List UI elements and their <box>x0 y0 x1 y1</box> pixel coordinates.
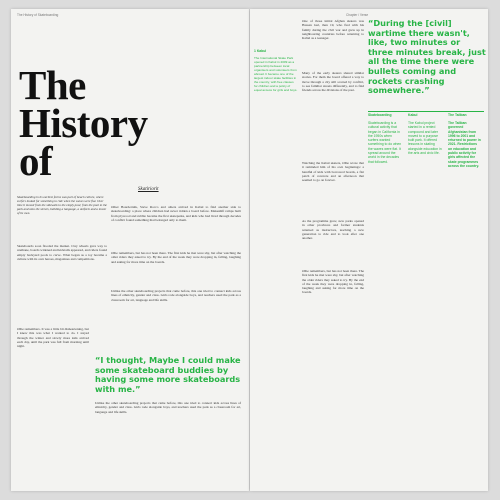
column-heading-2: Kabul <box>408 113 418 117</box>
running-header-left: The History of Skateboarding <box>17 13 59 17</box>
pull-quote: “I thought, Maybe I could make some skateboard buddies by having some more skateboards with me.” <box>95 355 241 394</box>
body-paragraph-main-2: Ollie remembers, but has not been there. The first kids he met were shy, but after watching the older riders they asked to try. By the end of the week they were dropping in, falling, laughing and asking for more time on the boards. <box>111 251 241 264</box>
sidebar-note <box>254 49 298 92</box>
pull-quote-right: “During the [civil] wartime there wasn't, like, two minutes or three minutes break, just all the time there were bullets coming and rockets crashing somewhere.” <box>368 18 486 96</box>
right-body-paragraph-1: One of those initial Afghan skaters was Hassan Gul, then 19, who fled with his family during the civil war and grew up in neighbouring countries before returning to Kabul as a teenager. <box>302 19 364 41</box>
right-body-paragraph-3: Watching the Kabul skaters, Ollie wrote that it reminded him of his own beginnings: a handful of kids with borrowed boards, a flat patch of concrete and an afternoon that seemed to go on forever. <box>302 161 364 183</box>
column-heading-3: The Taliban <box>448 113 467 117</box>
body-paragraph-main-1: Other Boardertalk, Steve Rocco and others arrived in Kabul to find another side to skateboarding: a place where children had never ridden a board before. Makeshift ramps built from plywood and rubble became the first skateparks, and kids who had lived through decades of conflict found something that belonged only to them. <box>111 205 241 222</box>
column-rule <box>368 111 484 112</box>
intro-paragraph: Skateboarding in its earliest forms was part of beach culture, where surfers looked for something to ride when the waves were flat. Over time it moved from the sidewalk to the empty pool, from the pool to the park and onto the streets, building a language, a uniform and a music of its own. <box>17 195 107 216</box>
info-column-1: Skateboarding is a cultural activity that began in California in the 1950s when surfers wanted something to do when the waves were flat. It spread around the world in the decades that followed. <box>368 121 402 164</box>
sidebar-text: The International Skate Park opened in Kabul in 2009 as a partnership between local organisers and volunteers from abroad. It became one of the largest indoor skate facilities in the country, with free classes for children and a policy of equal access for girls and boys. <box>254 56 298 92</box>
article-title: The History of <box>19 62 148 184</box>
right-body-paragraph-4: As the programme grew, new parks opened in other provinces and former students returned as instructors, teaching a new generation to ride and to look after one another. <box>302 219 364 241</box>
sidebar-heading: 1 Kabul <box>254 49 267 53</box>
author-byline: Skatiriorit <box>138 187 159 192</box>
column-heading-1: Skateboarding <box>368 113 392 117</box>
body-paragraph-left: Skateboards soon flooded the market. Clay wheels gave way to urethane, boards widened and kicktails appeared, and riders found empty backyard pools to carve. What began as a toy became a culture with its own heroes, magazines and competitions. <box>17 244 107 261</box>
right-page <box>250 9 488 491</box>
left-page <box>11 9 249 491</box>
body-paragraph-bottom-right: Unlike the other skateboarding projects that came before, this one tried to connect kids across lines of ethnicity, gender and class. Girls rode alongside boys, and teachers used the park as a classroom for art, language and life skills. <box>95 401 241 414</box>
running-header-right: Chapter / Verse <box>346 13 369 17</box>
info-column-3: The Taliban governed Afghanistan from 1996 to 2001 and returned to power in 2021. Restrictions on education and public activity for girls affected the skate programmes across the country. <box>448 121 481 168</box>
body-paragraph-bottom: Ollie remembers. It was a little bit disheartening, but I knew this was what I wanted to do. I stayed through the winter and slowly more kids arrived each day, until the park was full from morning until night. <box>17 327 89 349</box>
info-column-2: The Kabul project started in a rented compound and later moved to a purpose built park. It offered lessons in skating alongside education in the arts and civic life. <box>408 121 442 156</box>
right-body-paragraph-5: Ollie remembers, but has not been there. The first kids he met were shy, but after watching the older riders they asked to try. By the end of the week they were dropping in, falling, laughing and asking for more time on the boards. <box>302 269 364 295</box>
right-body-paragraph-2: Many of the early skaters shared similar stories. For them the board offered a way to move through a city still scarred by conflict, to see familiar streets differently, and to find friends across the divisions of the past. <box>302 71 364 93</box>
body-paragraph-main-3: Unlike the other skateboarding projects that came before, this one tried to connect kids across lines of ethnicity, gender and class. Girls rode alongside boys, and teachers used the park as a classroom for art, language and life skills. <box>111 289 241 302</box>
